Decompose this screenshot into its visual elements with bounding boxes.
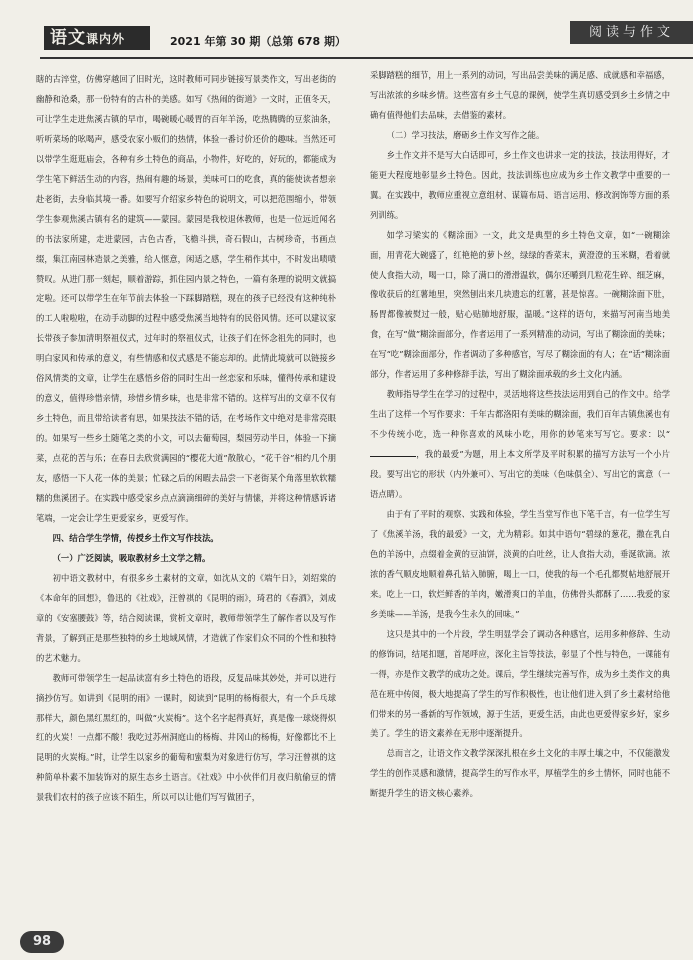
paragraph-text: 这只是其中的一个片段，学生明显学会了调动各种感官，运用多种修辞、生动的修饰词，结尾扣题，首尾呼应，深化主旨等技法，彰显了个性与特色，一课能有一得，亦是作文教学的成功之处。课后，学生继续完善写作，成为乡土类作文的典范在班中传阅，极大地提高了学生的写作积极性，也让他们进入到了乡土素材给他们带来的另一番新的写作领域，源于生活，更爱生活，由此也更爱得家乡好，家乡美了。学生的语文素养在无形中逐渐提升。: [370, 628, 670, 739]
paragraph-text: 瞎的古淬堂，仿佛穿越回了旧时光，这时教师可同步链接写景类作文，写出老街的幽静和沧桑，那一份特有的古朴的美感。如写《热闹的街道》一文时，正值冬天，可让学生走进焦溪古镇的早市，喝碗暖心暖胃的百年羊汤，吃热腾腾的豆浆油条，听听菜场的吆喝声，感受农家小贩们的热情，体验一番讨价还价的趣味。当然还可以带学生逛逛庙会，各种有乡土特色的商品，小物件，好吃的，好玩的，都能成为学生笔下鲜活生动的内容，热闹有趣的场景，美味可口的吃食，真的能使读者想亲赴老街，去身临其境一番。如要写介绍家乡特色的说明文，可以把范围缩小，带领学生参观焦溪古镇有名的建筑——蒙园。蒙园是我校退休教师，也是一位远近闻名的书法家所建，走进蒙园，古色古香，飞檐斗拱，奇石假山，古树珍奇，书画点缀，集江南园林造景之美雅，给人惬意，闲适之感，学生稍作其中，不时发出啧啧赞叹。从进门那一刻起，顺着游踪，抓住园内景之特色，一篇有条理的说明文就搞定啦。还可以带学生在年节前去体验一下踩脚踏糕，现在的孩子已经没有这种纯朴的工人啦啦啦，在动手动脚的过程中感受焦溪当地特有的民俗风情。还可以建议家长带孩子参加清明祭祖仪式，过年时的祭祖仪式，让孩子们在怀念祖先的同时，也明白家风和传承的意义，有些情感和仪式感是不能忘却的。此情此境就可以链接乡俗风情类的文章，让学生在感悟乡俗的同时生出一丝恋家和乐味，懂得传承和建设的意义，值得珍惜亲情，珍惜乡情乡味，也是非常不错的。这样写出的文章不仅有乡土特色，而且带给读者有思，如果技法不错的话，在考场作文中绝对是非常亮眼的。如果写一些乡土随笔之类的小文，可以去葡萄园，梨园劳动半日，体验一下摘菜，点花的苦与乐；在春日去欣赏满园的“樱花大道”散散心，“花千谷”相约几个朋友，感悟一下人花一体的美景；忙碌之后的闲暇去品尝一下老街某个角落里软软糯糯的焦溪团子。在实践中感受家乡点点滴滴细碎的美好与情愫，并将这种情感诉诸笔端，一定会让学生更爱家乡，更爱写作。: [36, 74, 336, 523]
paragraph-text: 教师指导学生在学习的过程中，灵活地将这些技法运用到自己的作文中。给学生出了这样一个写作要求：千年古都洛阳有美味的糊涂面，我们百年古镇焦溪也有不少传统小吃，选一种你喜欢的风味小吃，用你的妙笔来写写它。要求：以“: [370, 389, 670, 440]
paragraph: [36, 669, 336, 809]
paragraph-text: （二）学习技法，磨砺乡土作文写作之能。: [386, 129, 545, 140]
paragraph-text: 由于有了平时的观察、实践和体验，学生当堂写作也下笔千言，有一位学生写了《焦溪羊汤，我的最爱》一文，尤为精彩。如其中语句“碧绿的葱花，撒在乳白色的羊汤中，点缀着金黄的豆油饼，淡黄的白吐丝，让人食指大动，垂涎欲滴。浓浓的香气顺皮地顺着鼻孔钻入肺腑，喝上一口，使我的每一个毛孔都熨帖地舒展开来。吃上一口，软烂鲜香的羊肉，嫩滑爽口的羊血，仿佛骨头都酥了……我爱的家乡美味——羊汤，是我今生永久的回味。”: [370, 508, 670, 619]
right-column: [370, 66, 670, 804]
paragraph: [370, 226, 670, 386]
paragraph: [370, 66, 670, 126]
journal-logo: [44, 26, 150, 50]
page-number: 98: [20, 931, 64, 953]
header-divider: [40, 57, 693, 59]
left-column: [36, 70, 336, 808]
logo-main-text: 语文: [50, 28, 86, 48]
paragraph-text: 如学习梁实的《糊涂面》一文，此文是典型的乡土特色文章，如“一碗糊涂面，用青花大碗盛了，红艳艳的萝卜丝，绿绿的香菜末，黄澄澄的玉米糊，看着就使人食指大动，喝一口，除了满口的滑滑温软，偶尔还嚼到几粒花生碎、细芝麻，像收获后的红薯地里，突然刨出来几块遗忘的红薯，甚是惊喜。一碗糊涂面下肚，肠胃都像被熨过一般，贴心贴肺地舒服，温暖。”这样的语句，来描写河南当地美食，在写“做”糊涂面部分，作者运用了一系列精准的动词，写出了糊涂面的美味；在写“吃”糊涂面部分，作者调动了多种感官，写尽了糊涂面的有人；在“话”糊涂面部分，作者运用了多种修辞手法，写出了糊涂面承载的乡土文化内涵。: [370, 229, 670, 380]
paragraph-text: 初中语文教材中，有很多乡土素材的文章，如沈从文的《端午日》，刘绍棠的《本命年的回想》，鲁迅的《社戏》，汪曾祺的《昆明的雨》，琦君的《春酒》，刘成章的《安塞腰鼓》等，结合阅读课，赏析文章时，教师带领学生了解作者以及写作背景，了解到正是那些独特的乡土地域风情，才造就了作家们众不同的个性和独特的艺术魅力。: [36, 572, 336, 663]
paragraph: [370, 126, 670, 146]
paragraph: [36, 569, 336, 669]
paragraph-text: ，我的最爱”为题，用上本文所学及平时积累的描写方法写一个小片段。要写出它的形状（内外兼可）、写出它的美味（色味俱全）、写出它的寓意（一语点睛）。: [370, 449, 670, 500]
paragraph-text: 总而言之，让语文作文教学深深扎根在乡土文化的丰厚土壤之中，不仅能激发学生的创作灵感和激情，提高学生的写作水平，厚植学生的乡土情怀，同时也能不断提升学生的语文核心素养。: [370, 748, 670, 799]
paragraph: [370, 744, 670, 804]
paragraph-text: 教师可带领学生一起品读富有乡土特色的语段，反复品味其妙处，并可以进行摘抄仿写。如讲到《昆明的雨》一课时，阅读到“昆明的杨梅很大，有一个乒乓球那样大，颜色黑红黑红的，叫做“火炭梅”。这个名字起得真好，真是像一球烧得炽红的火炭！一点都不酸！我吃过苏州洞庭山的杨梅、井冈山的杨梅，好像都比不上昆明的火炭梅。”时，让学生以家乡的葡萄和蜜梨为对象进行仿写，学习汪曾祺的这种简单朴素不加装饰对的原生态乡土语言。《社戏》中小伙伴们月夜归航偷豆的情景我们农村的孩子应该不陌生，所以可以让他们写写做团子，: [36, 672, 336, 803]
issue-info: 2021 年第 30 期（总第 678 期）: [170, 35, 347, 48]
section-tag: 阅读与作文: [570, 21, 693, 44]
fill-in-blank: [370, 448, 416, 457]
paragraph-text: （一）广泛阅读，吸取教材乡土文学之精。: [52, 552, 211, 563]
logo-sub-text: 课内外: [86, 32, 126, 46]
paragraph: [370, 625, 670, 745]
paragraph: [36, 529, 336, 549]
paragraph: [36, 70, 336, 529]
paragraph: [36, 549, 336, 569]
paragraph: [370, 505, 670, 625]
paragraph: [370, 385, 670, 505]
paragraph-text: 乡土作文并不是写大白话即可，乡土作文也讲求一定的技法，技法用得好，才能更大程度地彰显乡土特色。因此，技法训练也应成为乡土作文教学中重要的一翼。在实践中，教师应重视立意组材、谋篇布局、语言运用、修改润饰等方面的系列训练。: [370, 149, 670, 220]
paragraph-text: 采脚踏糕的细节，用上一系列的动词，写出品尝美味的满足感、成就感和幸福感，写出浓浓的乡味乡情。这些富有乡土气息的课例，使学生真切感受到乡土乡情之中确有值得他们去品味，去借鉴的素材。: [370, 70, 670, 120]
paragraph-text: 四、结合学生学情，传授乡土作文写作技法。: [52, 532, 219, 543]
paragraph: [370, 146, 670, 226]
page-header: [0, 0, 693, 58]
